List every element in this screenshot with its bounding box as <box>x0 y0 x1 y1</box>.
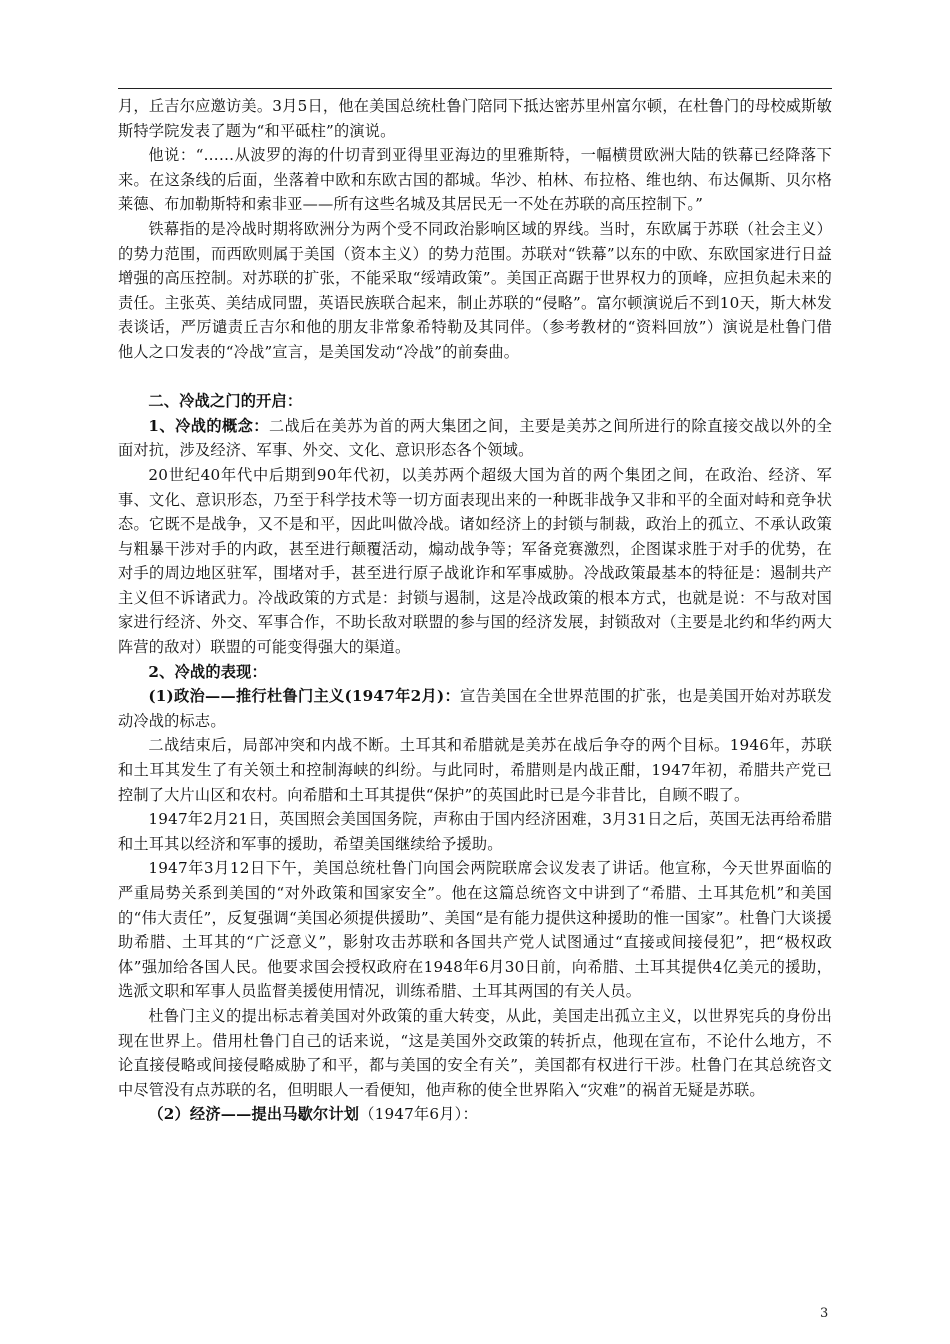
subheading-manifestations: 2、冷战的表现： <box>148 662 267 681</box>
header-rule <box>118 88 832 89</box>
concept-text: 二战后在美苏为首的两大集团之间，主要是美苏之间所进行的除直接交战以外的全面对抗，涉及经济、军事、外交、文化、意识形态各个领域。 <box>118 416 832 460</box>
paragraph-postwar-conflicts: 二战结束后，局部冲突和内战不断。土耳其和希腊就是美苏在战后争夺的两个目标。1946年，苏联和土耳其发生了有关领土和控制海峡的纠纷。与此同时，希腊则是内战正酣，1947年初，希腊共产党已控制了大片山区和农村。向希腊和土耳其提供“保护”的英国此时已是今非昔比，自顾不暇了。 <box>118 736 832 804</box>
economy-date: （1947年6月）： <box>359 1105 478 1124</box>
paragraph-truman-doctrine <box>118 684 832 733</box>
subheading-concept: 1、冷战的概念： <box>148 416 269 435</box>
economy-title: （2）经济——提出马歇尔计划 <box>148 1105 360 1124</box>
subheading-economy <box>118 1102 832 1127</box>
politics-text: 宣告美国在全世界范围的扩张，也是美国开始对苏联发动冷战的标志。 <box>118 687 832 730</box>
subheading-politics: (1)政治——推行杜鲁门主义(1947年2月)： <box>148 687 460 706</box>
paragraph-doctrine-significance: 杜鲁门主义的提出标志着美国对外政策的重大转变，从此，美国走出孤立主义，以世界宪兵的身份出现在世界上。借用杜鲁门自己的话来说，“这是美国外交政策的转折点，他现在宣布，不论什么地方，不论直接侵略或间接侵略威胁了和平，都与美国的安全有关”，美国都有权进行干涉。杜鲁门在其总统咨文中尽管没有点苏联的名，但明眼人一看便知，他声称的使全世界陷入“灾难”的祸首无疑是苏联。 <box>118 1006 832 1099</box>
paragraph-iron-curtain-quote: 他说：“……从波罗的海的什切青到亚得里亚海边的里雅斯特，一幅横贯欧洲大陆的铁幕已经降落下来。在这条线的后面，坐落着中欧和东欧古国的都城。华沙、柏林、布拉格、维也纳、布达佩斯、贝尔格莱德、布加勒斯特和索非亚——所有这些名城及其居民无一不处在苏联的高压控制下。” <box>118 146 832 214</box>
paragraph-cold-war-concept <box>118 414 832 463</box>
paragraph-truman-speech: 1947年3月12日下午，美国总统杜鲁门向国会两院联席会议发表了讲话。他宣称，今天世界面临的严重局势关系到美国的“对外政策和国家安全”。他在这篇总统咨文中讲到了“希腊、土耳其危机”和美国的“伟大责任”，反复强调“美国必须提供援助”、美国“是有能力提供这种援助的惟一国家”。杜鲁门大谈援助希腊、土耳其的“广泛意义”，影射攻击苏联和各国共产党人试图通过“直接或间接侵犯”，把“极权政体”强加给各国人民。他要求国会授权政府在1948年6月30日前，向希腊、土耳其提供4亿美元的援助，选派文职和军事人员监督美援使用情况，训练希腊、土耳其两国的有关人员。 <box>118 859 832 1001</box>
page-body <box>118 94 832 1127</box>
paragraph-iron-curtain-definition: 铁幕指的是冷战时期将欧洲分为两个受不同政治影响区域的界线。当时，东欧属于苏联（社会主义）的势力范围，而西欧则属于美国（资本主义）的势力范围。苏联对“铁幕”以东的中欧、东欧国家进行日益增强的高压控制。对苏联的扩张，不能采取“绥靖政策”。美国正高踞于世界权力的顶峰，应担负起未来的责任。主张英、美结成同盟，英语民族联合起来，制止苏联的“侵略”。富尔顿演说后不到10天，斯大林发表谈话，严厉谴责丘吉尔和他的朋友非常象希特勒及其同伴。（参考教材的“资料回放”）演说是杜鲁门借他人之口发表的“冷战”宣言，是美国发动“冷战”的前奏曲。 <box>118 219 832 361</box>
paragraph-cold-war-explanation: 20世纪40年代中后期到90年代初，以美苏两个超级大国为首的两个集团之间，在政治、经济、军事、文化、意识形态，乃至于科学技术等一切方面表现出来的一种既非战争又非和平的全面对峙和竞争状态。它既不是战争，又不是和平，因此叫做冷战。诸如经济上的封锁与制裁，政治上的孤立、不承认政策与粗暴干涉对手的内政，甚至进行颠覆活动，煽动战争等；军备竞赛激烈，企图谋求胜于对手的优势，在对手的周边地区驻军，围堵对手，甚至进行原子战讹诈和军事威胁。冷战政策最基本的特征是：遏制共产主义但不诉诸武力。冷战政策的方式是：封锁与遏制，这是冷战政策的根本方式，也就是说：不与敌对国家进行经济、外交、军事合作，不助长敌对联盟的参与国的经济发展，封锁敌对（主要是北约和华约两大阵营的敌对）联盟的可能变得强大的渠道。 <box>118 465 832 657</box>
blank-line <box>118 365 832 390</box>
page-number: 3 <box>820 1306 829 1321</box>
paragraph-british-note: 1947年2月21日，英国照会美国国务院，声称由于国内经济困难，3月31日之后，英国无法再给希腊和土耳其以经济和军事的援助，希望美国继续给予援助。 <box>118 810 832 853</box>
section-heading-cold-war-opening: 二、冷战之门的开启： <box>148 392 303 411</box>
paragraph-churchill-visit: 月，丘吉尔应邀访美。3月5日，他在美国总统杜鲁门陪同下抵达密苏里州富尔顿，在杜鲁门的母校威斯敏斯特学院发表了题为“和平砥柱”的演说。 <box>118 97 832 140</box>
